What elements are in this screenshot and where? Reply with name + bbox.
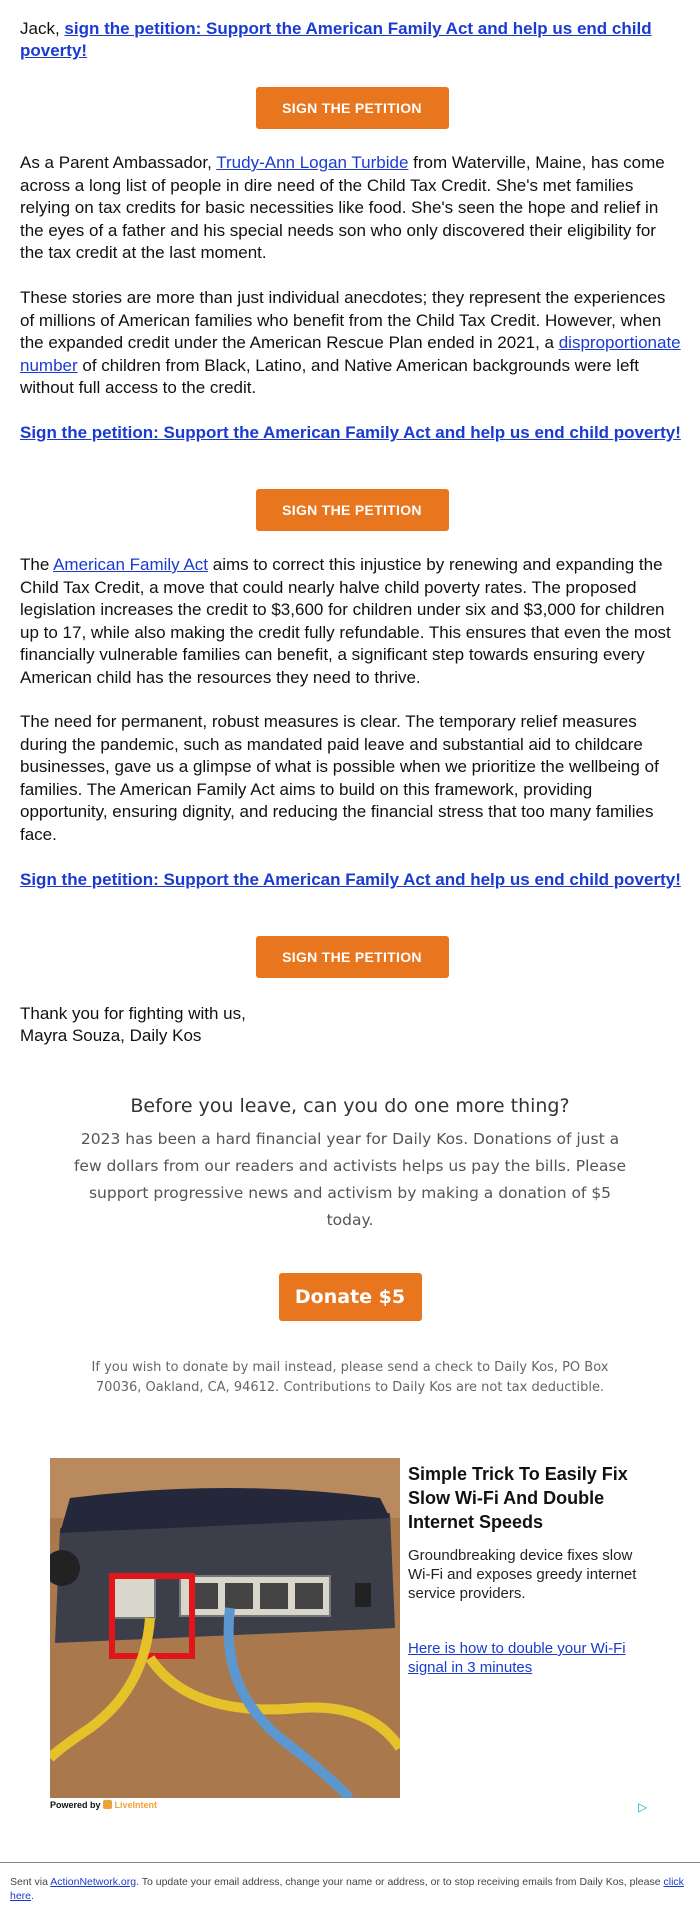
adchoices-icon[interactable]: ▷ xyxy=(638,1800,648,1814)
promo-heading: Before you leave, can you do one more thing? xyxy=(130,1095,570,1117)
actionnetwork-link[interactable]: ActionNetwork.org xyxy=(50,1876,137,1888)
router-illustration xyxy=(50,1458,400,1798)
greeting: Jack, xyxy=(20,19,65,38)
ambassador-link[interactable]: Trudy-Ann Logan Turbide xyxy=(216,153,409,172)
sign-petition-button-1[interactable]: SIGN THE PETITION xyxy=(256,87,449,129)
petition-link-2[interactable]: Sign the petition: Support the American Family Act and help us end child poverty! xyxy=(20,870,681,889)
unsubscribe-link[interactable]: click here xyxy=(10,1876,684,1902)
footer-end: . xyxy=(31,1890,34,1902)
paragraph-4-text: The need for permanent, robust measures is clear. The temporary relief measures during the pandemic, such as mandated paid leave and substantial aid to childcare businesses, gave us a glimpse of what is possible when we prioritize the wellbeing of families. The American Family Act aims to build on this framework, providing opportunity, ensuring dignity, and reducing the financial stress that too many families face. xyxy=(20,712,659,844)
ad-link[interactable]: Here is how to double your Wi-Fi signal in 3 minutes xyxy=(408,1640,626,1676)
paragraph-3-text-end: aims to correct this injustice by renewing and expanding the Child Tax Credit, a move that could nearly halve child poverty rates. The proposed legislation increases the credit to $3,600 for children under six and $3,000 for children up to 17, while also making the credit fully refundable. This ensures that even the most financially vulnerable families can benefit, a significant step towards ensuring every American child has the resources they need to thrive. xyxy=(20,555,671,687)
petition-link-1[interactable]: Sign the petition: Support the American Family Act and help us end child poverty! xyxy=(20,423,681,442)
paragraph-3 xyxy=(20,554,684,689)
button-row-2 xyxy=(20,489,684,531)
donate-row xyxy=(0,1273,700,1321)
ad-copy xyxy=(408,1458,648,1677)
paragraph-2-text-end: of children from Black, Latino, and Native American backgrounds were left without full access to the credit. xyxy=(20,355,639,397)
sign-petition-button-2[interactable]: SIGN THE PETITION xyxy=(256,489,449,531)
petition-link-block-1 xyxy=(20,422,684,444)
american-family-act-link[interactable]: American Family Act xyxy=(53,555,209,574)
promo-text-block xyxy=(0,1126,700,1234)
ad-description: Groundbreaking device fixes slow Wi-Fi and exposes greedy internet service providers. xyxy=(408,1547,637,1602)
disproportionate-number-link[interactable]: disproportionate number xyxy=(20,333,681,375)
petition-link-block-2 xyxy=(20,869,684,891)
paragraph-1-text-end: from Waterville, Maine, has come across a long list of people in dire need of the Child Tax Credit. She's met families relying on tax credits for basic necessities like food. She's seen the hope and relief in the eyes of a father and his special needs son who only discovered their eligibility for the tax credit at the last moment. xyxy=(20,153,665,262)
button-row-3 xyxy=(20,936,684,978)
donation-promo xyxy=(0,1095,700,1117)
paragraph-3-text: The xyxy=(20,555,54,574)
liveintent-icon xyxy=(103,1800,112,1809)
mail-info-text: If you wish to donate by mail instead, please send a check to Daily Kos, PO Box 70036, Oakland, CA, 94612. Contributions to Daily Kos are not tax deductible. xyxy=(91,1360,609,1395)
powered-by[interactable] xyxy=(50,1800,157,1810)
ad-title[interactable]: Simple Trick To Easily Fix Slow Wi-Fi And Double Internet Speeds xyxy=(408,1464,628,1532)
promo-text: 2023 has been a hard financial year for Daily Kos. Donations of just a few dollars from our readers and activists helps us pay the bills. Please support progressive news and activism by making a donation of $5 today. xyxy=(73,1130,627,1229)
signoff-line-1: Thank you for fighting with us, xyxy=(20,1004,246,1023)
footer-sent-via: Sent via xyxy=(10,1876,51,1888)
router-photo[interactable] xyxy=(50,1458,400,1798)
paragraph-1 xyxy=(20,152,684,265)
intro xyxy=(20,18,684,62)
button-row-1 xyxy=(20,87,684,129)
paragraph-2 xyxy=(20,287,684,400)
advertisement xyxy=(50,1458,650,1818)
footer-text: . To update your email address, change your name or address, or to stop receiving emails from Daily Kos, please xyxy=(136,1876,664,1888)
powered-by-label: Powered by xyxy=(50,1800,101,1810)
mail-info-block xyxy=(0,1358,700,1398)
donate-button[interactable]: Donate $5 xyxy=(279,1273,422,1321)
signoff-line-2: Mayra Souza, Daily Kos xyxy=(20,1026,202,1045)
paragraph-1-text: As a Parent Ambassador, xyxy=(20,153,217,172)
liveintent-brand: LiveIntent xyxy=(114,1800,158,1810)
signoff xyxy=(20,1003,684,1047)
footer xyxy=(0,1862,700,1903)
petition-link-intro[interactable]: sign the petition: Support the American Family Act and help us end child poverty! xyxy=(20,19,652,60)
sign-petition-button-3[interactable]: SIGN THE PETITION xyxy=(256,936,449,978)
paragraph-4 xyxy=(20,711,684,846)
paragraph-2-text: These stories are more than just individual anecdotes; they represent the experiences of millions of American families who benefit from the Child Tax Credit. However, when the expanded credit under the American Rescue Plan ended in 2021, a xyxy=(20,288,666,352)
